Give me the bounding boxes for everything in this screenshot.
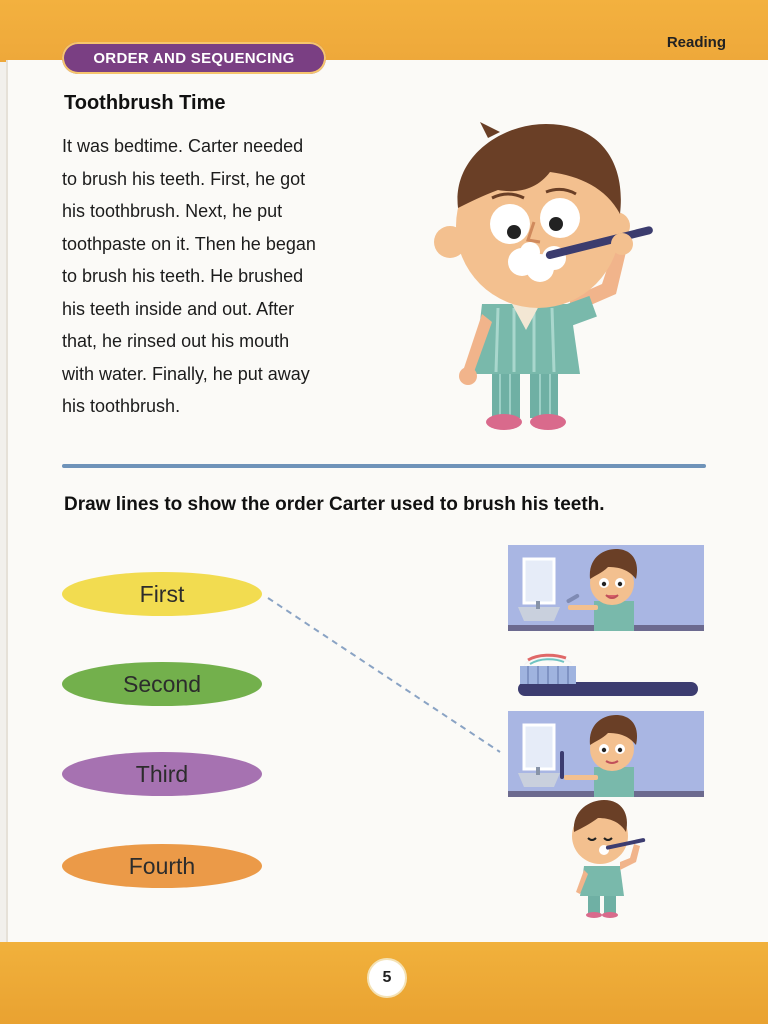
order-second[interactable]: Second xyxy=(62,662,262,706)
story-line: his teeth inside and out. After xyxy=(62,298,295,319)
order-third[interactable]: Third xyxy=(62,752,262,796)
story-line: to brush his teeth. He brushed xyxy=(62,266,304,286)
subject-label: Reading xyxy=(666,34,726,51)
page-number: 5 xyxy=(367,958,407,998)
activity-instruction: Draw lines to show the order Carter used to brush his teeth. xyxy=(64,494,605,515)
section-label: ORDER AND SEQUENCING xyxy=(62,42,326,74)
picture-toothpaste-on-brush[interactable] xyxy=(514,646,700,702)
picture-brushing-teeth[interactable] xyxy=(566,800,652,918)
story-line: with water. Finally, he put away xyxy=(62,363,310,384)
order-fourth[interactable]: Fourth xyxy=(62,844,262,888)
story-title: Toothbrush Time xyxy=(64,92,226,114)
story-line: to brush his teeth. First, he got xyxy=(62,168,306,189)
order-first[interactable]: First xyxy=(62,572,262,616)
story-line: his toothbrush. Next, he put xyxy=(62,201,283,221)
story-line: his toothbrush. xyxy=(62,396,181,416)
picture-rinse-mouth[interactable] xyxy=(508,711,704,797)
story-line: that, he rinsed out his mouth xyxy=(62,331,290,351)
story-line: It was bedtime. Carter needed xyxy=(62,136,304,156)
story-line: toothpaste on it. Then he began xyxy=(62,233,316,254)
picture-get-toothbrush[interactable] xyxy=(508,545,704,631)
